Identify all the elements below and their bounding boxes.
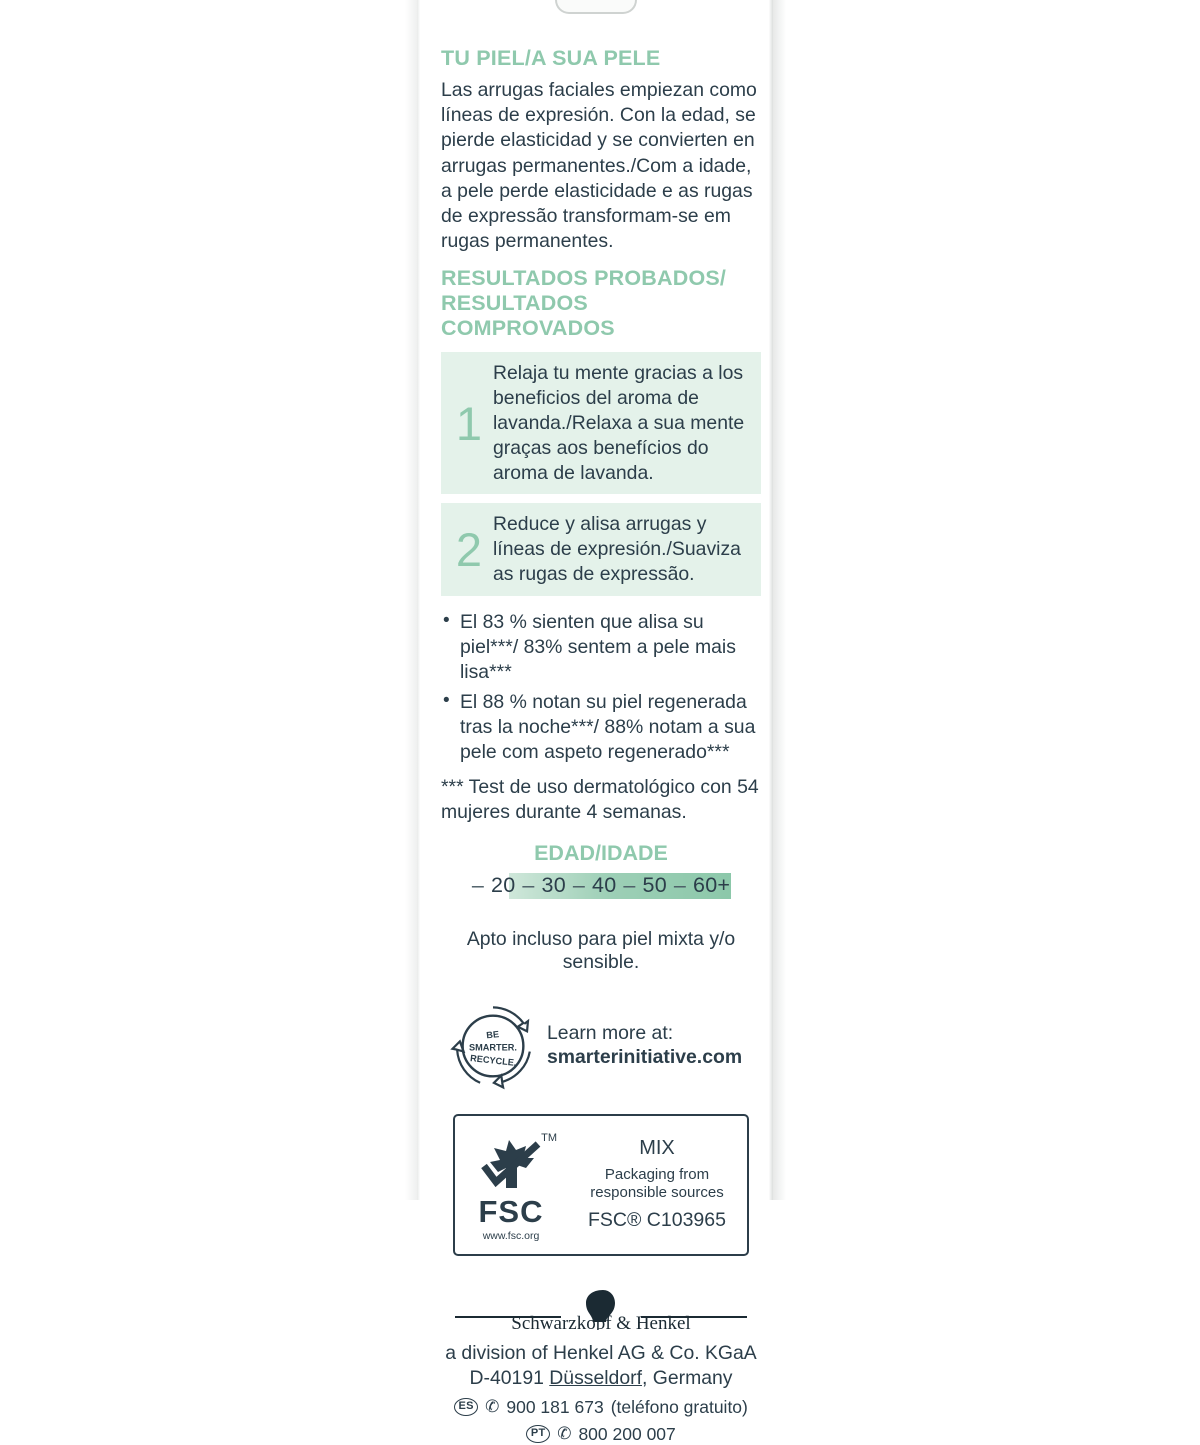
results-heading-line2: RESULTADOS COMPROVADOS <box>441 291 615 341</box>
age-dash: – <box>471 873 485 898</box>
skin-section-heading: TU PIEL/A SUA PELE <box>441 46 661 70</box>
country-code-pt: PT <box>526 1425 550 1443</box>
legal-line-2 <box>441 1366 761 1391</box>
legal-city: Düsseldorf <box>549 1366 642 1389</box>
svg-text:RECYCLE.: RECYCLE. <box>469 1052 517 1068</box>
learn-more-label: Learn more at: <box>547 1021 674 1044</box>
result-number: 1 <box>455 396 483 450</box>
fsc-trademark-symbol: TM <box>541 1131 557 1144</box>
phone-number-es: 900 181 673 <box>506 1396 604 1417</box>
svg-text:SMARTER.: SMARTER. <box>469 1042 517 1053</box>
age-dash: – <box>522 873 535 898</box>
legal-line-1: a division of Henkel AG & Co. KGaA <box>445 1341 757 1364</box>
age-value: 40 <box>592 873 617 898</box>
result-text: Reduce y alisa arrugas y líneas de expresión./Suaviza as rugas de expressão. <box>493 513 741 586</box>
phone-row-es <box>441 1397 761 1418</box>
age-value: 30 <box>541 873 566 898</box>
result-number: 2 <box>455 523 483 577</box>
phone-note-es: (teléfono gratuito) <box>610 1396 748 1417</box>
result-item <box>441 352 761 494</box>
result-item <box>441 503 761 595</box>
phone-row-pt <box>441 1424 761 1445</box>
box-right-shadow <box>772 0 786 1200</box>
fsc-sub-line2: responsible sources <box>590 1184 724 1202</box>
fsc-mix-label: MIX <box>639 1136 675 1159</box>
country-code-es: ES <box>454 1398 478 1416</box>
svg-text:BE: BE <box>485 1028 500 1040</box>
results-heading-line1: RESULTADOS PROBADOS/ <box>441 266 727 291</box>
age-scale <box>441 870 761 902</box>
fsc-logo-area <box>455 1116 567 1254</box>
suitability-note: Apto incluso para piel mixta y/o sensible. <box>466 927 736 973</box>
fsc-website: www.fsc.org <box>482 1229 540 1242</box>
age-scale-title: EDAD/IDADE <box>534 840 668 865</box>
claims-list <box>441 610 761 765</box>
fsc-label: FSC <box>478 1193 544 1229</box>
age-dash: – <box>572 873 586 898</box>
panel-content <box>441 0 761 1445</box>
age-value: 60+ <box>693 873 731 898</box>
manufacturer-block <box>441 1286 761 1445</box>
skin-section-body: Las arrugas faciales empiezan como líneas de expresión. Con la edad, se pierde elasticidad y se convierten en arrugas permanentes./Com a idade, a pele perde elasticidade e as rugas de expressão transformam-se em rugas permanentes. <box>441 78 757 253</box>
fsc-sub-line1: Packaging from <box>604 1165 710 1183</box>
fsc-certification-box <box>453 1114 749 1256</box>
box-right-edge <box>769 0 773 1200</box>
phone-number-pt: 800 200 007 <box>578 1423 676 1444</box>
result-text: Relaja tu mente gracias a los beneficios del aroma de lavanda./Relaxa a sua mente graças aos benefícios do aroma de lavanda. <box>493 362 745 484</box>
age-value: 50 <box>642 873 667 898</box>
telephone-icon: ✆ <box>485 1397 500 1417</box>
svg-text:Schwarzkopf & Henkel: Schwarzkopf & Henkel <box>511 1312 691 1330</box>
fsc-text-area <box>567 1116 747 1254</box>
list-item: • El 83 % sienten que alisa su piel***/ 83% sentem a pele mais lisa*** <box>441 610 761 684</box>
fsc-license-code: FSC® C103965 <box>588 1209 726 1232</box>
be-smarter-recycle-icon <box>447 1000 539 1092</box>
age-dash: – <box>673 873 687 898</box>
list-item: • El 88 % notan su piel regenerada tras la noche***/ 88% notam a sua pele com aspeto regenerado*** <box>441 690 761 764</box>
box-left-edge <box>417 0 420 1200</box>
telephone-icon: ✆ <box>557 1424 572 1444</box>
legal-postcode: D-40191 <box>469 1366 550 1389</box>
fsc-tree-checkmark-icon <box>476 1138 546 1194</box>
claims-footnote: *** Test de uso dermatológico con 54 mujeres durante 4 semanas. <box>441 775 759 823</box>
learn-more-block <box>547 1022 742 1070</box>
schwarzkopf-silhouette-logo <box>441 1286 761 1330</box>
recycle-row <box>441 1000 761 1092</box>
smarter-initiative-url[interactable]: smarterinitiative.com <box>547 1046 743 1069</box>
age-value: 20 <box>491 873 516 898</box>
legal-country: , Germany <box>641 1366 733 1389</box>
age-dash: – <box>623 873 636 898</box>
